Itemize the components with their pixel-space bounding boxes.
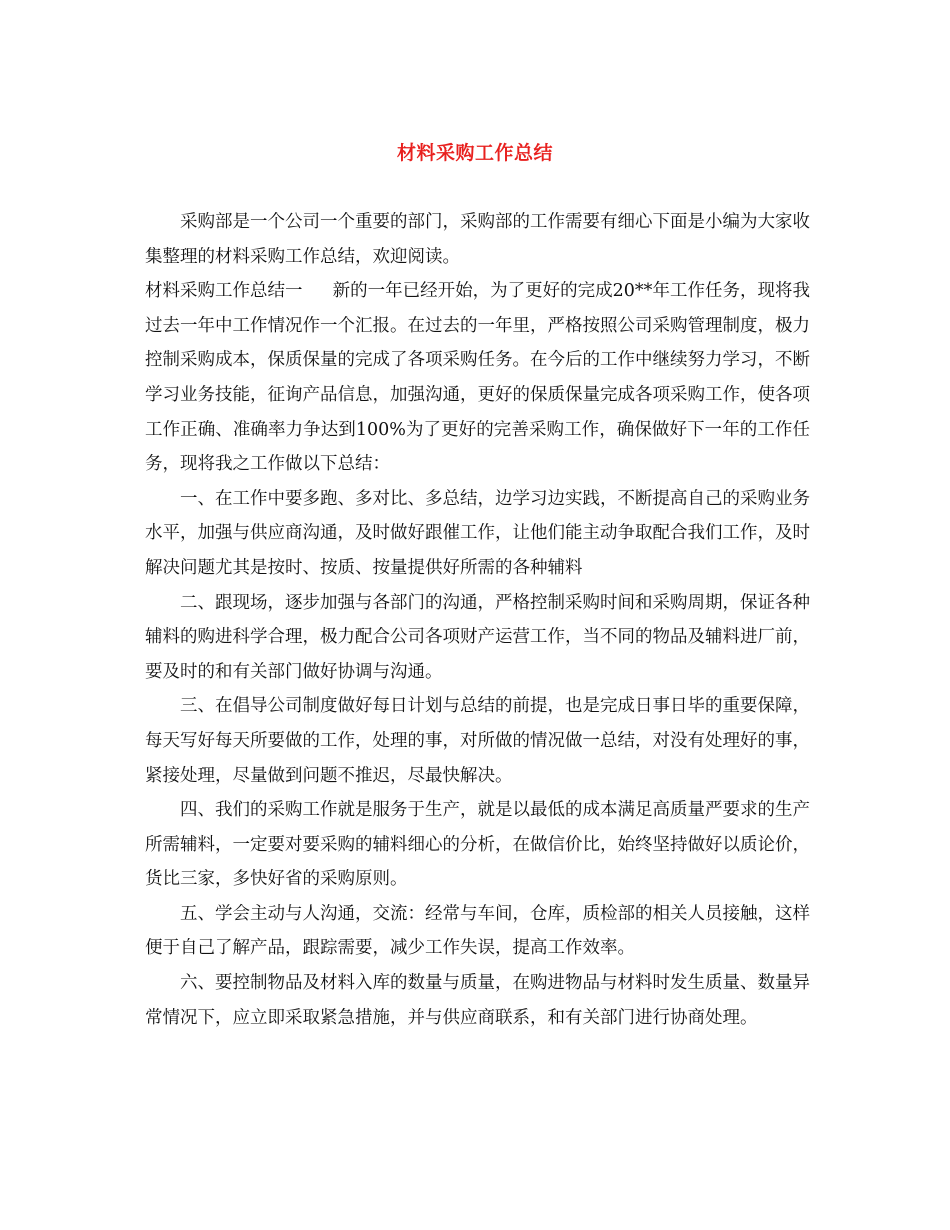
point-paragraph-1: 一、在工作中要多跑、多对比、多总结，边学习边实践，不断提高自己的采购业务水平，加强与供应商沟通，及时做好跟催工作，让他们能主动争取配合我们工作，及时解决问题尤其是按时、按质、按量提供好所需的各种辅料 xyxy=(145,488,810,578)
document-title: 材料采购工作总结 xyxy=(396,142,553,164)
point-paragraph-4: 四、我们的采购工作就是服务于生产，就是以最低的成本满足高质量严要求的生产所需辅料，一定要对要采购的辅料细心的分析，在做信价比，始终坚持做好以质论价，货比三家，多快好省的采购原则。 xyxy=(145,800,810,890)
section-paragraph xyxy=(145,274,810,482)
point-paragraph-2: 二、跟现场，逐步加强与各部门的沟通，严格控制采购时间和采购周期，保证各种辅料的购进科学合理，极力配合公司各项财产运营工作，当不同的物品及辅料进厂前，要及时的和有关部门做好协调与沟通。 xyxy=(145,592,810,682)
point-paragraph-5: 五、学会主动与人沟通，交流：经常与车间，仓库，质检部的相关人员接触，这样便于自己了解产品，跟踪需要，减少工作失误，提高工作效率。 xyxy=(145,903,810,959)
document-body xyxy=(145,205,810,1035)
section-label: 材料采购工作总结一 xyxy=(145,281,303,302)
intro-paragraph: 采购部是一个公司一个重要的部门，采购部的工作需要有细心下面是小编为大家收集整理的材料采购工作总结，欢迎阅读。 xyxy=(145,212,810,267)
point-paragraph-6: 六、要控制物品及材料入库的数量与质量，在购进物品与材料时发生质量、数量异常情况下，应立即采取紧急措施，并与供应商联系，和有关部门进行协商处理。 xyxy=(145,973,810,1028)
section-intro-text: 新的一年已经开始，为了更好的完成20**年工作任务，现将我过去一年中工作情况作一个汇报。在过去的一年里，严格按照公司采购管理制度，极力控制采购成本，保质保量的完成了各项采购任务。在今后的工作中继续努力学习，不断学习业务技能，征询产品信息，加强沟通，更好的保质保量完成各项采购工作，使各项工作正确、准确率力争达到100%为了更好的完善采购工作，确保做好下一年的工作任务，现将我之工作做以下总结： xyxy=(145,281,810,475)
point-paragraph-3: 三、在倡导公司制度做好每日计划与总结的前提，也是完成日事日毕的重要保障，每天写好每天所要做的工作，处理的事，对所做的情况做一总结，对没有处理好的事，紧接处理，尽量做到问题不推迟，尽最快解决。 xyxy=(145,696,810,786)
